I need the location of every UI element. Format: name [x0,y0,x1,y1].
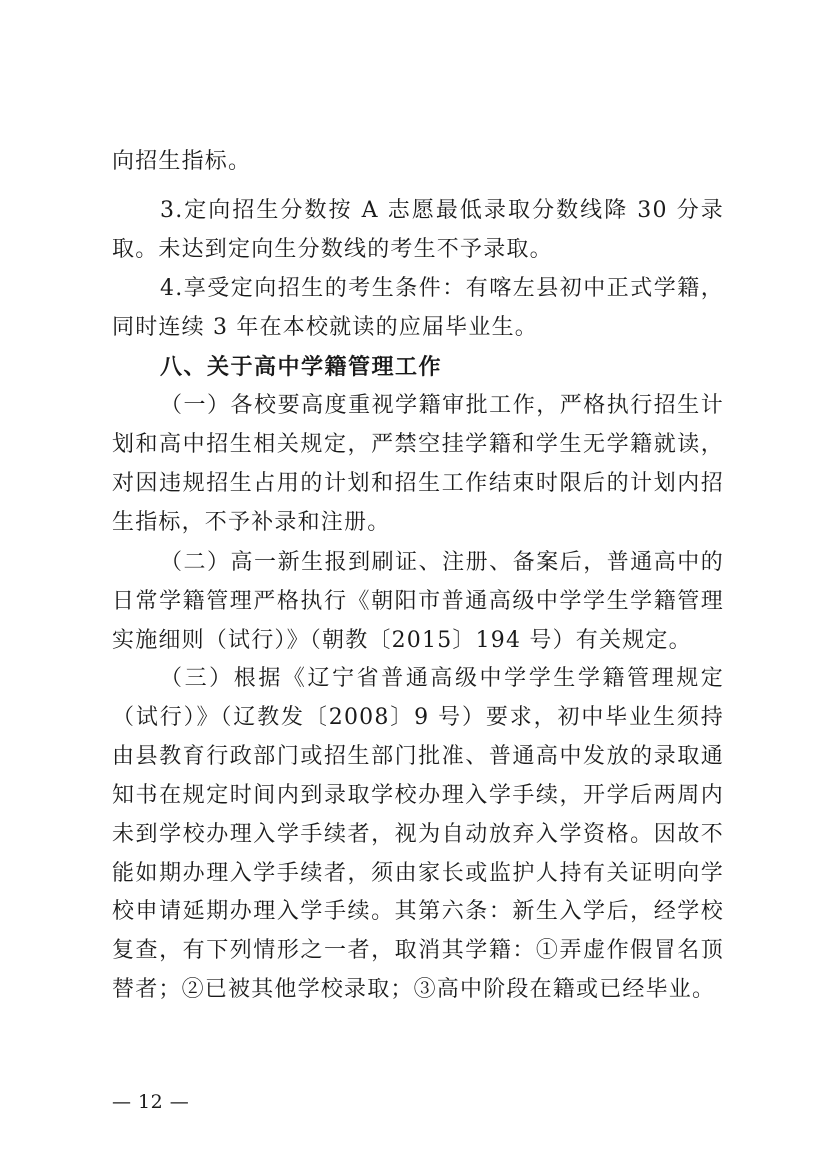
paragraph-item-3: 3.定向招生分数按 A 志愿最低录取分数线降 30 分录取。未达到定向生分数线的考生不予录取。 [112,198,724,262]
page-number: — 12 — [112,1091,190,1113]
paragraph-continuation: 向招生指标。 [112,149,252,174]
section-paragraph-1: （一）各校要高度重视学籍审批工作，严格执行招生计划和高中招生相关规定，严禁空挂学籍和学生无学籍就读，对因违规招生占用的计划和招生工作结束时限后的计划内招生指标，不予补录和注册。 [112,393,724,535]
section-paragraph-3: （三）根据《辽宁省普通高级中学学生学籍管理规定（试行）》（辽教发〔2008〕9 号）要求，初中毕业生须持由县教育行政部门或招生部门批准、普通高中发放的录取通知书在规定时间内到录取学校办理入学手续，开学后两周内未到学校办理入学手续者，视为自动放弃入学资格。因故不能如期办理入学手续者，须由家长或监护人持有关证明向学校申请延期办理入学手续。其第六条：新生入学后，经学校复查，有下列情形之一者，取消其学籍：①弄虚作假冒名顶替者；②已被其他学校录取；③高中阶段在籍或已经毕业。 [112,666,724,1003]
section-paragraph-2: （二）高一新生报到刷证、注册、备案后，普通高中的日常学籍管理严格执行《朝阳市普通高级中学学生学籍管理实施细则（试行）》（朝教〔2015〕194 号）有关规定。 [112,550,724,653]
section-heading: 八、关于高中学籍管理工作 [160,355,443,380]
paragraph-item-4: 4.享受定向招生的考生条件：有喀左县初中正式学籍，同时连续 3 年在本校就读的应届毕业生。 [112,276,724,340]
